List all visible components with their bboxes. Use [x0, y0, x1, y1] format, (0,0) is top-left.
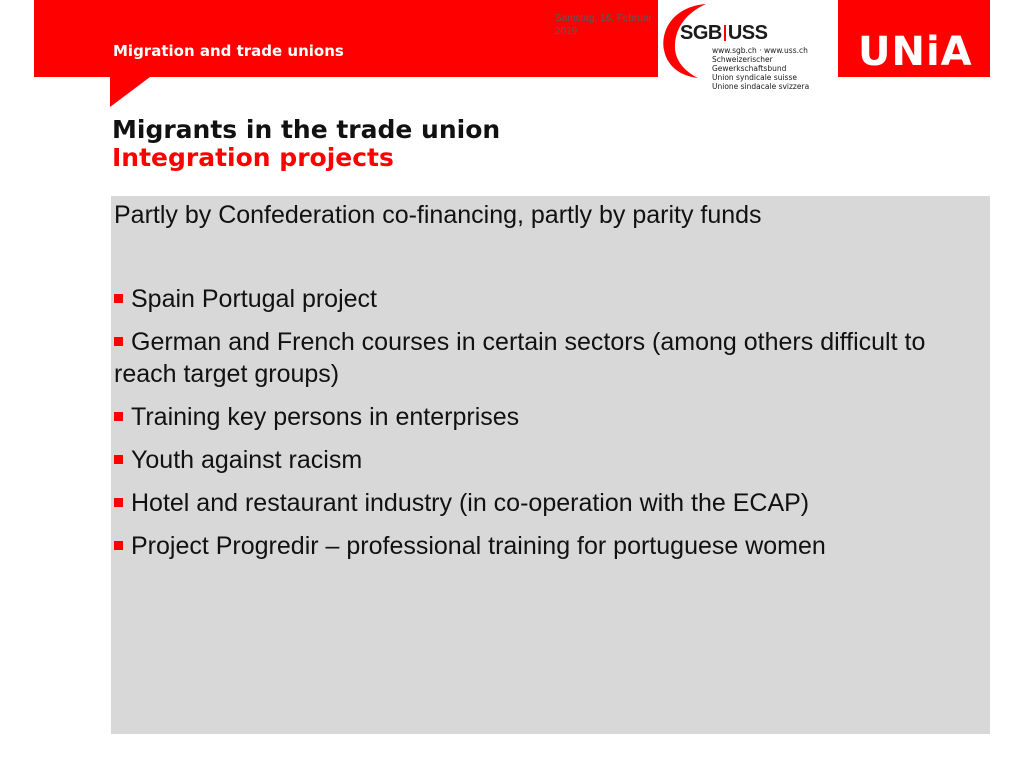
sgb-logo-line: www.sgb.ch · www.uss.ch [712, 46, 808, 55]
list-item-text: Hotel and restaurant industry (in co-operation with the ECAP) [131, 489, 810, 517]
list-item [114, 487, 974, 519]
bullet-square-icon [114, 337, 123, 346]
sgb-logo-name [680, 22, 767, 45]
list-item [114, 326, 974, 390]
bullet-square-icon [114, 541, 123, 550]
sgb-logo-lines [712, 46, 838, 91]
unia-logo-text: UNiA [858, 29, 973, 75]
list-item [114, 530, 974, 562]
header-title: Migration and trade unions [113, 42, 344, 60]
sgb-logo-left: SGB [680, 22, 722, 44]
sgb-uss-logo [658, 0, 838, 92]
bullet-square-icon [114, 412, 123, 421]
slide-subtitle: Integration projects [112, 143, 394, 172]
list-item-text: Youth against racism [131, 446, 363, 474]
sgb-logo-line: Schweizerischer Gewerkschaftsbund [712, 55, 787, 73]
list-item-text: Training key persons in enterprises [131, 403, 520, 431]
unia-logo [838, 0, 990, 77]
slide-date: Samstag, 16. Februar 2019 [555, 13, 652, 37]
bullet-list [114, 283, 974, 573]
slide-title: Migrants in the trade union [112, 115, 501, 144]
sgb-logo-divider [724, 25, 726, 41]
list-item-text: Project Progredir – professional training for portuguese women [131, 532, 826, 560]
header-flag-shape [110, 77, 150, 107]
intro-text: Partly by Confederation co-financing, partly by parity funds [114, 201, 762, 229]
sgb-logo-line: Union syndicale suisse [712, 73, 797, 82]
list-item [114, 401, 974, 433]
list-item [114, 444, 974, 476]
list-item-text: German and French courses in certain sectors (among others difficult to reach target groups) [114, 328, 926, 388]
list-item-text: Spain Portugal project [131, 285, 377, 313]
sgb-logo-right: USS [727, 22, 768, 44]
bullet-square-icon [114, 294, 123, 303]
bullet-square-icon [114, 498, 123, 507]
sgb-logo-line: Unione sindacale svizzera [712, 82, 810, 91]
content-box [111, 196, 990, 734]
list-item [114, 283, 974, 315]
bullet-square-icon [114, 455, 123, 464]
